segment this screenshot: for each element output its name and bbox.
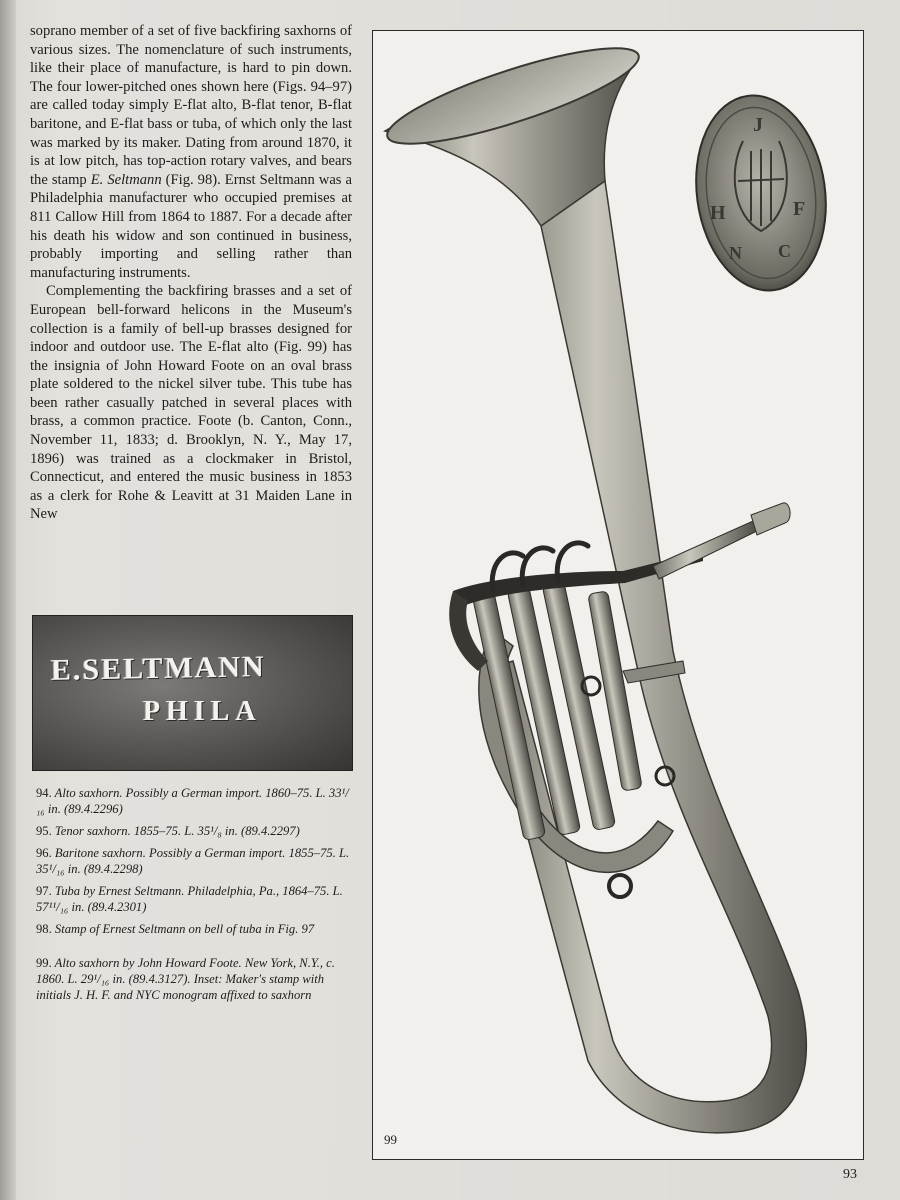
valve-cluster [472,581,642,840]
caption [36,955,354,1003]
inset-letter-bottom-right: C [778,241,791,261]
caption-text: Alto saxhorn. Possibly a German import. 1860–75. L. 33¹/₁₆ in. (89.4.2296) [36,786,349,816]
alto-saxhorn-photo [373,31,861,1157]
caption-text: Baritone saxhorn. Possibly a German import. 1855–75. L. 35¹/₁₆ in. (89.4.2298) [36,846,350,876]
body-text [30,22,352,524]
inset-letter-right: F [793,198,806,220]
caption [36,785,354,817]
caption-text: Stamp of Ernest Seltmann on bell of tuba in Fig. 97 [54,922,315,936]
caption [36,845,354,877]
inset-letter-bottom-left: N [729,243,742,263]
caption-text: Alto saxhorn by John Howard Foote. New York, N.Y., c. 1860. L. 29¹/₁₆ in. (89.4.3127). Inset: Maker's stamp with initials J. H. F. and NYC monogram affixed to saxhorn [36,956,335,1002]
figure-captions [36,785,354,1009]
caption [36,921,354,937]
maker-stamp-inset [684,87,838,299]
caption-text: Tuba by Ernest Seltmann. Philadelphia, Pa., 1864–75. L. 57¹¹/₁₆ in. (89.4.2301) [36,884,343,914]
figure-number: 99 [384,1132,397,1147]
caption-number: 99. [36,956,52,970]
body-paragraph [30,22,352,282]
caption-number: 96. [36,846,52,860]
page-gutter [0,0,16,1200]
caption-number: 97. [36,884,52,898]
text-run: soprano member of a set of five backfiring saxhorns of various sizes. The nomenclature of such instruments, like their place of manufacture, is hard to pin down. The four lower-pitched ones shown here (Figs. 94–97) are called today simply E-flat alto, B-flat tenor, B-flat baritone, and E-flat bass or tuba, of which only the last was marked by its maker. Dating from around 1870, it is at low pitch, has top-action rotary valves, and bears the stamp [30,23,352,188]
stamp-line-city: PHILA [143,696,262,727]
seltmann-stamp-photo [32,615,353,771]
finger-ring [609,875,631,897]
inset-letter-left: H [710,202,726,224]
caption [36,823,354,839]
caption-number: 94. [36,786,52,800]
text-run: Complementing the backfiring brasses and a set of European bell-forward helicons in the Museum's collection is a family of bell-up brasses designed for indoor and outdoor use. The E-flat alto (Fig. 99) has the insignia of John Howard Foote on an oval brass plate soldered to the nickel silver tube. This tube has been rather casually patched in several places with brass, a common practice. Foote (b. Canton, Conn., November 11, 1833; d. Brooklyn, N. Y., May 17, 1896) was trained as a clockmaker in Bristol, Connecticut, and entered the music business in 1853 as a clerk for Rohe & Leavitt at 31 Maiden Lane in New [30,283,352,523]
italic-run: E. Seltmann [90,171,162,188]
page-number: 93 [843,1167,857,1182]
caption [36,883,354,915]
mouthpipe [653,521,757,579]
mouthpiece [751,503,790,535]
inset-letter-top: J [753,114,763,136]
stamp-line-maker: E.SELTMANN [50,650,267,687]
caption-number: 95. [36,824,52,838]
caption-text: Tenor saxhorn. 1855–75. L. 35¹/₈ in. (89.4.2297) [54,824,300,838]
body-paragraph [30,282,352,524]
text-run: (Fig. 98). Ernst Seltmann was a Philadelphia manufacturer who occupied premises at 811 Callow Hill from 1864 to 1887. For a decade after his death his widow and son continued in business, probably importing and selling rather than manufacturing instruments. [30,171,352,281]
caption-number: 98. [36,922,52,936]
